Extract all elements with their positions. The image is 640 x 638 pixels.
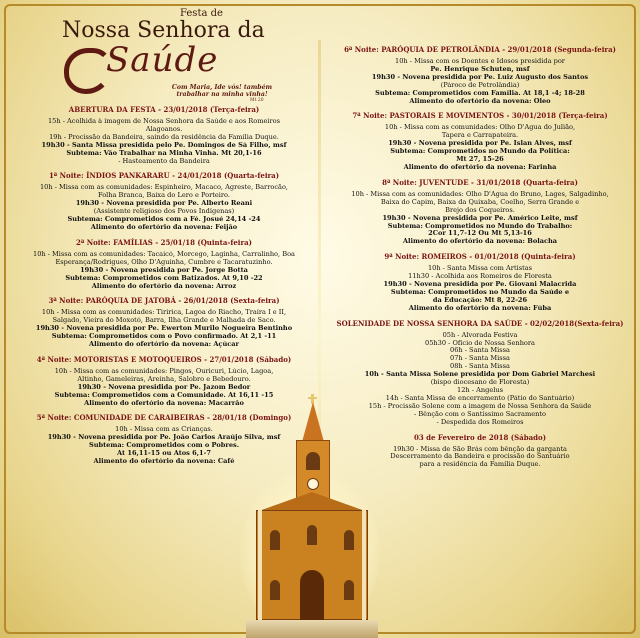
schedule-line: 14h - Santa Missa de encerramento (Pátio do Santuário) [385, 394, 575, 402]
schedule-line: (Assistente religioso dos Povos Indígenas) [93, 208, 235, 216]
section-heading: 03 de Fevereiro de 2018 (Sábado) [413, 432, 547, 442]
schedule-line: Subtema: Comprometidos com o Pobres. [88, 442, 240, 450]
schedule-line: 10h - Missa com as comunidades: Tacaicó, Morcego, Laginha, Carralinho, Boa [33, 250, 295, 258]
schedule-line: 07h - Santa Missa [450, 355, 510, 363]
schedule-line: Alimento do ofertório da novena: Feijão [90, 223, 238, 231]
schedule-section [18, 355, 310, 408]
section-heading: 4ª Noite: MOTORISTAS E MOTOQUEIROS - 27/01/2018 (Sábado) [36, 354, 292, 364]
section-heading: 1ª Noite: ÍNDIOS PANKARARU - 24/01/2018 (Quarta-feira) [48, 171, 280, 181]
section-heading: 8ª Noite: JUVENTUDE - 31/01/2018 (Quarta-feira) [382, 177, 578, 187]
schedule-line: 19h30 - Missa de São Brás com bênção da garganta [393, 445, 567, 453]
schedule-line: 10h - Missa com os Doentes e Idosos presidida por [395, 58, 565, 65]
facade-pillar [362, 510, 366, 620]
schedule-section [18, 105, 310, 165]
section-heading: ABERTURA DA FESTA - 23/01/2018 (Terça-feira) [68, 105, 260, 114]
title-swash-ornament [64, 48, 112, 94]
schedule-line: 19h30 - Novena presidida por Pe. Ewerton Murilo Nogueira Bentinho [35, 325, 293, 333]
title-festa-de: Festa de [180, 8, 223, 19]
facade-pillar [258, 510, 262, 620]
section-heading: 5ª Noite: COMUNIDADE DE CARAIBEIRAS - 28/01/18 (Domingo) [36, 413, 292, 423]
schedule-section [334, 45, 626, 105]
schedule-line: Alagoanos. [145, 125, 183, 133]
church-window [270, 530, 280, 550]
church-door [300, 570, 324, 620]
schedule-section [334, 111, 626, 171]
schedule-line: Subtema: Comprometidos no Mundo da Saúde e [390, 288, 570, 296]
schedule-line: 19h30 - Novena presidida por Pe. Jorge Botta [80, 266, 248, 274]
schedule-line: 06h - Santa Missa [450, 347, 510, 355]
schedule-line: Subtema: Comprometidos com a Comunidade. At 16,11 -15 [54, 391, 274, 399]
schedule-line: Alimento do ofertório da novena: Açúcar [88, 341, 240, 349]
schedule-line: - Bênção com o Santíssimo Sacramento [414, 410, 546, 418]
schedule-line: Subtema: Comprometidos no Mundo da Política: [390, 148, 570, 156]
schedule-line: 19h - Procissão da Bandeira, saindo da residência da Família Duque. [49, 133, 279, 141]
schedule-line: 19h30 - Novena presidida por Pe. Américo Leite, msf [382, 214, 578, 222]
schedule-line: Altinho, Gameleiras, Areinha, Salobro e Bebedouro. [77, 375, 251, 383]
schedule-line: 10h - Missa com as Crianças. [115, 426, 213, 434]
schedule-line: da Educação: Mt 8, 22-26 [432, 296, 528, 304]
section-heading: 9ª Noite: ROMEIROS - 01/01/2018 (Quinta-feira) [384, 252, 576, 262]
schedule-line: 19h30 - Novena presidida por Pe. Jazom Bedor [77, 383, 251, 391]
schedule-line: Mt 27, 15-26 [456, 156, 504, 164]
title-line-1: Nossa Senhora da [62, 18, 265, 43]
quote-reference: Mt 20 [250, 98, 264, 103]
clock-icon [307, 478, 319, 490]
schedule-section [18, 296, 310, 349]
schedule-line: - Despedida dos Romeiros [436, 418, 524, 426]
church-pediment [256, 492, 368, 512]
schedule-line: Alimento do ofertório da novena: Farinha [403, 163, 557, 171]
schedule-section [18, 238, 310, 291]
schedule-section [334, 433, 626, 470]
schedule-line: 2Cor 11,7-12 Ou Mt 5,13-16 [428, 230, 532, 238]
schedule-line: 12h - Ângelus [457, 387, 503, 394]
schedule-line: 15h - Acolhida à imagem de Nossa Senhora da Saúde e aos Romeiros [47, 118, 281, 125]
section-heading: 2ª Noite: FAMÍLIAS - 25/01/18 (Quinta-feira) [76, 237, 252, 247]
schedule-line: Alimento do ofertório da novena: Café [93, 458, 235, 466]
schedule-line: Alimento do ofertório da novena: Bolacha [402, 238, 558, 246]
schedule-line: 05h - Alvorada Festiva [442, 331, 518, 339]
schedule-left-column [18, 105, 310, 472]
section-heading: 7ª Noite: PASTORAIS E MOVIMENTOS - 30/01/2018 (Terça-feira) [352, 111, 608, 121]
schedule-line: 10h - Santa Missa com Artistas [427, 265, 533, 273]
title-quote [142, 84, 302, 98]
schedule-line: 05h30 - Ofício de Nossa Senhora [425, 339, 535, 347]
festival-title [50, 8, 290, 104]
schedule-line: (bispo diocesano de Floresta) [430, 379, 530, 387]
schedule-line: 19h30 - Novena presidida por Pe. João Carlos Araújo Silva, msf [47, 434, 281, 442]
schedule-line: Baixa do Capim, Baixa da Quixaba, Coelho, Serra Grande e [380, 198, 580, 206]
schedule-section [18, 171, 310, 231]
schedule-line: - Hasteamento da Bandeira [118, 157, 210, 165]
schedule-line: Subtema: Vão Trabalhar na Minha Vinha. Mt 20,1-16 [66, 149, 262, 157]
quote-line-1: Com Maria, Ide vós! também [171, 84, 273, 91]
church-window [270, 580, 280, 600]
schedule-line: 19h30 - Santa Missa presidida pelo Pe. Domingos de Sá Filho, msf [41, 141, 287, 149]
schedule-line: Tapera e Carrapateira. [441, 132, 519, 140]
schedule-line: Subtema: Comprometidos com Batizados. At 9,10 -22 [65, 274, 263, 282]
schedule-line: 19h30 - Novena presidida por Pe. Islan Alves, msf [388, 140, 572, 148]
schedule-right-column [334, 45, 626, 475]
section-heading: SOLENIDADE DE NOSSA SENHORA DA SAÚDE - 02/02/2018(Sexta-feira) [336, 318, 624, 328]
schedule-line: 19h30 - Novena presidida por Pe. Giovani Malacrida [383, 281, 577, 289]
schedule-line: 10h - Missa com as comunidades: Espinheiro, Macaco, Agreste, Barrocão, [39, 184, 289, 192]
schedule-line: para a residência da Família Duque. [419, 461, 541, 469]
schedule-line: Subtema: Comprometidos no Mundo do Trabalho: [387, 222, 573, 230]
schedule-line: At 16,11-15 ou Atos 6,1-7 [117, 450, 211, 458]
schedule-line: Folha Branca, Baixa do Lero e Porteiro. [97, 192, 231, 200]
schedule-line: Salgado, Vieira do Moxotó, Barra, Ilha Grande e Malhada de Saco. [52, 317, 276, 325]
section-heading: 6ª Noite: PARÓQUIA DE PETROLÂNDIA - 29/01/2018 (Segunda-feira) [344, 45, 616, 54]
schedule-line: 10h - Santa Missa Solene presidida por Dom Gabriel Marchesi [364, 371, 596, 379]
schedule-line: Pe. Henrique Schuten, msf [430, 65, 530, 73]
schedule-line: 10h - Missa com as comunidades: Olho D'Água do Bruno, Lages, Salgadinho, [351, 190, 609, 198]
schedule-line: Alimento do ofertório da novena: Fúba [408, 304, 552, 312]
schedule-line: Alimento do ofertório da novena: Macarrão [84, 399, 244, 407]
schedule-section [334, 252, 626, 312]
schedule-line: 10h - Missa com as comunidades: Tiririca, Lagoa do Riacho, Traíra I e II, [41, 309, 287, 317]
schedule-line: Descerramento da Bandeira e procissão do Santuário [390, 453, 570, 461]
title-line-2: Saúde [106, 40, 219, 80]
schedule-line: 08h - Santa Missa [450, 363, 510, 371]
church-window [344, 530, 354, 550]
schedule-section [18, 413, 310, 466]
schedule-section [334, 178, 626, 246]
schedule-line: Subtema: Comprometidos com o Povo confirmado. At 2,1 -11 [51, 333, 277, 341]
schedule-line: 19h30 - Novena presidida por Pe. Luiz Augusto dos Santos [371, 73, 589, 81]
schedule-line: Esperança/Rodrigues, Olho D'Aguinha, Cumbre e Tacaratuzinho. [55, 258, 273, 266]
section-heading: 3ª Noite: PARÓQUIA DE JATOBÁ - 26/01/2018 (Sexta-feira) [48, 296, 280, 306]
quote-line-2: trabalhar na minha vinha! [176, 91, 268, 98]
church-window [344, 580, 354, 600]
schedule-line: 15h - Procissão Solene com a imagem de Nossa Senhora da Saúde [368, 402, 592, 410]
schedule-line: 11h30 - Acolhida aos Romeiros de Floresta [408, 273, 552, 281]
schedule-line: Alimento do ofertório da novena: Arroz [91, 282, 237, 290]
schedule-line: (Pároco de Petrolândia) [440, 81, 520, 89]
schedule-section [334, 319, 626, 427]
church-window [307, 525, 317, 545]
church-steps [246, 620, 378, 638]
schedule-line: Brejo dos Coqueiros. [445, 206, 515, 214]
schedule-line: Subtema: Comprometidos com Família. At 18,1 -4; 18-28 [375, 89, 585, 97]
schedule-line: 19h30 - Novena presidida por Pe. Alberto Reani [75, 200, 253, 208]
schedule-line: Alimento do ofertório da novena: Óleo [409, 97, 551, 105]
schedule-line: 10h - Missa com as comunidades: Olho D'Água do Julião, [384, 124, 576, 132]
schedule-line: 10h - Missa com as comunidades: Pingos, Ouricuri, Lúcio, Lagoa, [54, 367, 274, 375]
schedule-line: Subtema: Comprometidos com a Fé. Josué 24,14 -24 [67, 216, 261, 224]
